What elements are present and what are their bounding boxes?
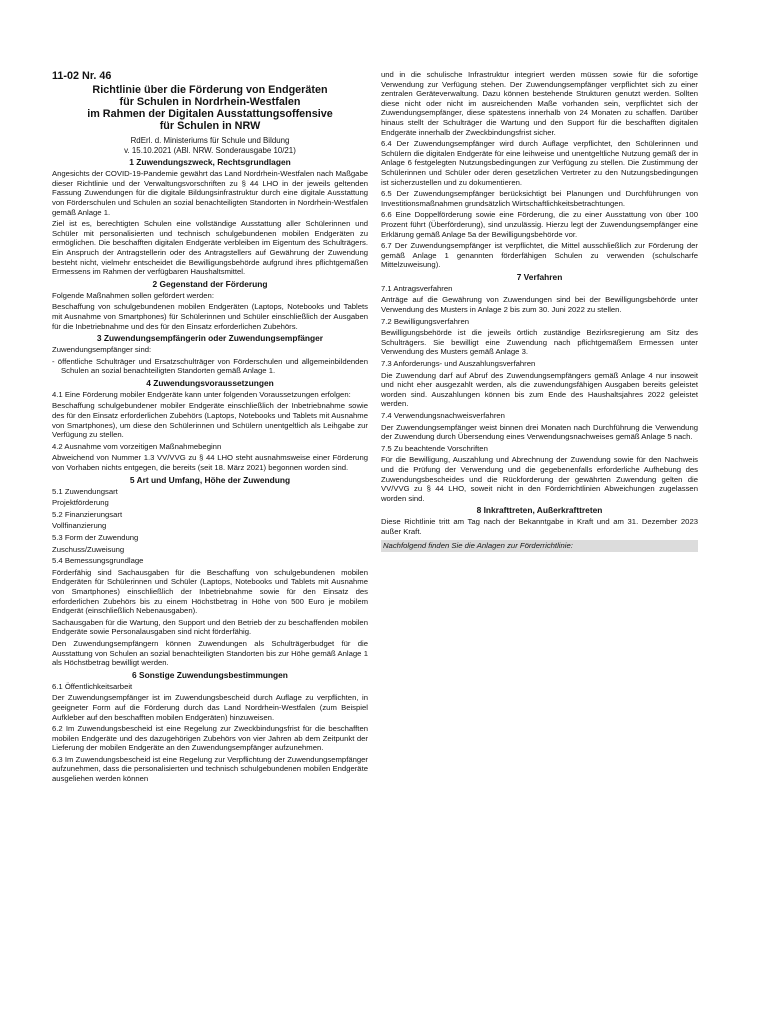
list-item: - öffentliche Schulträger und Ersatzschulträger von Förderschulen und allgemeinbildenden Schulen an sozial benachteiligten Standorten gemäß Anlage 1. <box>52 356 368 376</box>
section-heading: 3 Zuwendungsempfängerin oder Zuwendungsempfänger <box>96 333 324 344</box>
body-paragraph: 4.1 Eine Förderung mobiler Endgeräte kann unter folgenden Voraussetzungen erfolgen: <box>52 389 351 399</box>
subsection-label: 5.2 Finanzierungsart <box>52 509 123 519</box>
subsection-label: 7.4 Verwendungsnachweisverfahren <box>381 411 505 420</box>
body-paragraph: 6.5 Der Zuwendungsempfänger berücksichtigt bei Planungen und Durchführungen von Investitionsmaßnahmen grundsätzlich Wirtschaftlichkeitsbetrachtungen. <box>381 189 698 208</box>
section-heading: 5 Art und Umfang, Höhe der Zuwendung <box>129 474 291 485</box>
body-paragraph: Zuwendungsempfänger sind: <box>52 345 152 355</box>
title-line: für Schulen in Nordrhein-Westfalen <box>119 96 301 108</box>
body-paragraph: 4.2 Ausnahme vom vorzeitigen Maßnahmebeginn <box>52 441 222 451</box>
section-heading: 6 Sonstige Zuwendungsbestimmungen <box>132 669 288 680</box>
title-line: Richtlinie über die Förderung von Endgeräten <box>92 84 328 96</box>
subsection-label: Zuschuss/Zuweisung <box>52 544 125 554</box>
subsection-label: Projektförderung <box>52 498 109 508</box>
left-column-body <box>52 157 368 783</box>
body-paragraph: 6.3 Im Zuwendungsbescheid ist eine Regelung zur Verpflichtung der Zuwendungsempfänger aufzunehmen, dass die personalisierten und technisch schulgebundenen mobilen Endgeräte ausgeliehen werden können <box>52 754 368 784</box>
body-paragraph: Angesichts der COVID-19-Pandemie gewährt das Land Nordrhein-Westfalen nach Maßgabe dieser Richtlinie und der Verwaltungsvorschriften zu § 44 LHO in der jeweils geltenden Fassung Zuwendungen für die digitale Bildungsinfrastruktur durch eine digitale Ausstattung von Förderschulen und Schulen an sozial benachteiligten Standorten in Nordrhein-Westfalen gemäß Anlage 1. <box>52 169 368 217</box>
body-paragraph: Bewilligungsbehörde ist die jeweils örtlich zuständige Bezirksregierung am Sitz des Schulträgers. Sie bewilligt eine Zuwendung nach pflichtgemäßem Ermessen unter Verwendung des Musters gemäß Anlage 3. <box>381 328 698 357</box>
issuer-line: v. 15.10.2021 (ABl. NRW. Sonderausgabe 10/21) <box>124 145 296 155</box>
right-column-body <box>381 70 698 552</box>
body-paragraph: Beschaffung schulgebundener mobiler Endgeräte einschließlich der Inbetriebnahme sowie des für den Einsatz erforderlichen Zubehörs (Laptops, Notebooks und Tablets mit Ausnahme von Smartphones), um diese den Schülerinnen und Schülern unentgeltlich als Leihgabe zur Verfügung zu stellen. <box>52 401 368 440</box>
decree-number: 11-02 Nr. 46 <box>52 70 112 82</box>
title-line: für Schulen in NRW <box>159 120 261 132</box>
right-column <box>381 70 698 552</box>
subsection-label: 7.1 Antragsverfahren <box>381 283 453 293</box>
body-paragraph: Beschaffung von schulgebundenen mobilen Endgeräten (Laptops, Notebooks und Tablets mit Ausnahme von Smartphones) für Schülerinnen und Schüler einschließlich der Ausgaben für die Inbetriebnahme und des für den Einsatz erforderlichen Zubehörs. <box>52 302 368 331</box>
body-paragraph: Die Zuwendung darf auf Abruf des Zuwendungsempfängers gemäß Anlage 4 nur insoweit und nicht eher ausgezahlt werden, als die zuwendungsfähigen Ausgaben bereits geleistet worden sind. Auszahlungen können bis zum Ende des Haushaltsjahres 2022 geleistet werden. <box>381 370 698 409</box>
left-column <box>52 70 368 786</box>
body-paragraph: 6.6 Eine Doppelförderung sowie eine Förderung, die zu einer Ausstattung von über 100 Prozent führt (Überförderung), sind unzulässig. Hierzu legt der Zuwendungsempfänger eine Erklärung gemäß Anlage 5a der Bewilligungsbehörde vor. <box>381 210 698 239</box>
issuer-block <box>52 136 368 155</box>
body-paragraph: Diese Richtlinie tritt am Tag nach der Bekanntgabe in Kraft und am 31. Dezember 2023 außer Kraft. <box>381 517 698 536</box>
section-heading: 4 Zuwendungsvoraussetzungen <box>146 377 274 388</box>
issuer-line: RdErl. d. Ministeriums für Schule und Bildung <box>130 136 290 145</box>
body-paragraph: Anträge auf die Gewährung von Zuwendungen sind bei der Bewilligungsbehörde unter Verwendung des Musters in Anlage 2 bis zum 30. Juni 2022 zu stellen. <box>381 295 698 315</box>
subsection-label: 5.1 Zuwendungsart <box>52 486 118 496</box>
body-paragraph: Ziel ist es, berechtigten Schulen eine vollständige Ausstattung aller Schülerinnen und Schüler mit personalisierten und technisch schulgebundenen mobilen Endgeräten zu ermöglichen. Die beschafften digitalen Endgeräte verbleiben im Eigentum des Schulträgers. Ein Anspruch der Antragstellerin oder des Antragstellers auf Gewährung der Zuwendung besteht nicht, vielmehr entscheidet die Bewilligungsbehörde aufgrund ihres pflichtgemäßen Ermessens im Rahmen der verfügbaren Haushaltsmittel. <box>52 219 368 277</box>
annex-note: Nachfolgend finden Sie die Anlagen zur Förderrichtlinie: <box>381 540 698 552</box>
body-paragraph: Folgende Maßnahmen sollen gefördert werden: <box>52 290 214 300</box>
document-title <box>52 84 368 132</box>
body-paragraph: Förderfähig sind Sachausgaben für die Beschaffung von schulgebundenen mobilen Endgeräten für Schülerinnen und Schüler (Laptops, Notebooks und Tablets mit Ausnahme von Smartphones) einschließlich der Inbetriebnahme sowie für den Einsatz des erforderlichen Zubehörs bis zu einem Höchstbetrag in Höhe von 500 Euro je mobilem Endgerät (einschließlich Nebenausgaben). <box>52 567 368 616</box>
body-paragraph: Der Zuwendungsempfänger weist binnen drei Monaten nach Durchführung die Verwendung der Zuwendung durch Übersendung eines Verwendungsnachweises gemäß Anlage 5 nach. <box>381 422 698 442</box>
section-heading: 2 Gegenstand der Förderung <box>152 278 268 289</box>
section-heading: 7 Verfahren <box>516 271 563 282</box>
bullet-list <box>52 357 368 376</box>
body-paragraph: 6.7 Der Zuwendungsempfänger ist verpflichtet, die Mittel ausschließlich zur Förderung der gemäß Anlage 1 genannten förderfähigen Schulen zu verwenden (schulscharfe Mittelzuweisung). <box>381 241 698 270</box>
body-paragraph: Sachausgaben für die Wartung, den Support und den Betrieb der zu beschaffenden mobilen Endgeräte sowie Personalausgaben sind nicht förderfähig. <box>52 617 368 637</box>
subsection-label: 6.1 Öffentlichkeitsarbeit <box>52 681 133 691</box>
title-line: im Rahmen der Digitalen Ausstattungsoffensive <box>87 108 333 120</box>
body-paragraph: und in die schulische Infrastruktur integriert werden müssen sowie für die sofortige Verwendung zur Verfügung stehen. Der Zuwendungsempfänger verpflichtet sich zu einer zentralen Geräteverwaltung. Dazu können bestehende Strukturen genutzt werden. Sollten diese nicht oder nicht im ausreichenden Maße vorhanden sein, verpflichtet sich der Zuwendungsempfänger, diese spätestens innerhalb von 24 Monaten zu schaffen. Darüber hinaus stellt der Schulträger die Wartung und den Support für die beschafften digitalen Endgeräte innerhalb der Zweckbindungsfrist sicher. <box>381 70 698 137</box>
body-paragraph: Für die Bewilligung, Auszahlung und Abrechnung der Zuwendung sowie für den Nachweis und die Prüfung der Verwendung und die gegebenenfalls erforderliche Aufhebung des Zuwendungsbescheides und die Rückforderung der gewährten Zuwendung gelten die VV/VVG zu § 44 LHO, soweit nicht in den Förderrichtlinien Abweichungen zugelassen worden sind. <box>381 455 698 503</box>
body-paragraph: Den Zuwendungsempfängern können Zuwendungen als Schulträgerbudget für die Ausstattung von Schulen an sozial benachteiligten Standorten bis zur Höhe gemäß Anlage 1 als Höchstbetrag bewilligt werden. <box>52 638 368 668</box>
subsection-label: 7.3 Anforderungs- und Auszahlungsverfahren <box>381 359 536 369</box>
subsection-label: 5.4 Bemessungsgrundlage <box>52 556 144 566</box>
subsection-label: 7.2 Bewilligungsverfahren <box>381 316 470 326</box>
body-paragraph: 6.2 Im Zuwendungsbescheid ist eine Regelung zur Zweckbindungsfrist für die beschafften mobilen Endgeräte und des dazugehörigen Zubehörs von vier Jahren ab dem Zeitpunkt der Lieferung der mobilen Endgeräte an den Zuwendungsempfänger aufzunehmen. <box>52 724 368 753</box>
subsection-label: 7.5 Zu beachtende Vorschriften <box>381 443 488 453</box>
section-heading: 1 Zuwendungszweck, Rechtsgrundlagen <box>129 157 291 168</box>
body-paragraph: 6.4 Der Zuwendungsempfänger wird durch Auflage verpflichtet, den Schülerinnen und Schülern die digitalen Endgeräte für eine leihweise und unentgeltliche Nutzung gemäß der in Anlage 6 festgelegten Nutzungsbedingungen zur Verfügung zu stellen. Die Zustimmung der Schülerinnen und Schüler oder deren gesetzlichen Vertreter zu den Nutzungsbedingungen ist sicherzustellen und zu dokumentieren. <box>381 139 698 187</box>
section-heading: 8 Inkrafttreten, Außerkrafttreten <box>476 505 603 516</box>
body-paragraph: Der Zuwendungsempfänger ist im Zuwendungsbescheid durch Auflage zu verpflichten, in geeigneter Form auf die Förderung durch das Land Nordrhein-Westfalen (zum Beispiel Aufkleber auf den beschafften mobilen Endgeräten) hinzuweisen. <box>52 693 368 722</box>
subsection-label: Vollfinanzierung <box>52 521 107 531</box>
body-paragraph: Abweichend von Nummer 1.3 VV/VVG zu § 44 LHO steht ausnahmsweise einer Förderung von Vorhaben nichts entgegen, die bereits (seit 18. März 2021) begonnen worden sind. <box>52 453 368 473</box>
subsection-label: 5.3 Form der Zuwendung <box>52 533 139 542</box>
